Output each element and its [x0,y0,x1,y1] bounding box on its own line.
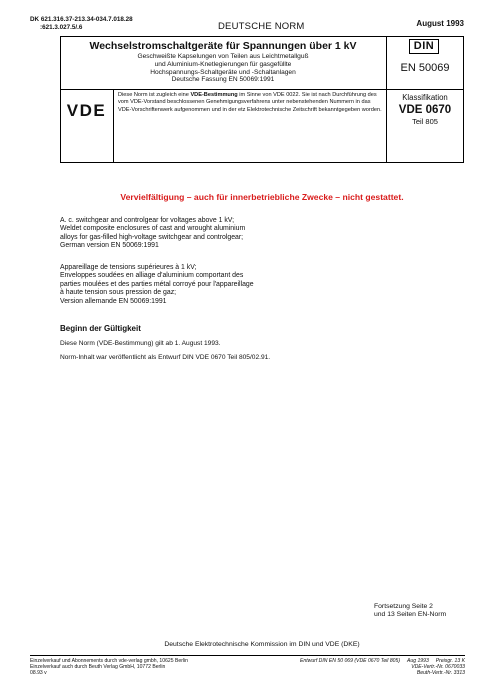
continuation-note [374,603,446,620]
vde-notice [118,92,383,114]
continuation-line-2: und 13 Seiten EN-Norm [374,611,447,619]
footer-sales-info [30,658,188,677]
english-line-1: A. c. switchgear and controlgear for voltages above 1 kV; [60,217,235,224]
english-line-2: Weldet composite enclosures of cast and wrought aluminium [60,225,246,233]
validity-heading: Beginn der Gültigkeit [60,324,141,333]
footer-date: Aug 1993 [406,658,429,664]
klassifikation-box [386,93,464,126]
header-divider-horizontal [61,89,463,90]
vde-notice-prefix: Diese Norm ist zugleich eine [118,92,191,98]
english-line-3: alloys for gas-filled high-voltage switchgear and controlgear; [60,233,244,241]
footer-left-line-2: Einzelverkauf auch durch Beuth Verlag GmbH, 10772 Berlin [30,664,166,671]
dk-line-1: DK 621.316.37-213.34-034.7.018.28 [30,16,133,23]
klassifikation-teil: Teil 805 [412,117,438,126]
validity-line-1: Diese Norm (VDE-Bestimmung) gilt ab 1. August 1993. [60,340,221,347]
french-line-5: Version allemande EN 50069:1991 [60,297,167,305]
norm-kind: DEUTSCHE NORM [218,21,305,32]
footer-left-line-3: 08.93 v [30,670,47,677]
document-title: Wechselstromschaltgeräte für Spannungen über 1 kV [89,40,357,52]
french-title-block [60,264,310,306]
commission-name: Deutsche Elektrotechnische Kommission im DIN und VDE (DKE) [164,641,360,648]
subtitle-line-1: Geschweißte Kapselungen von Teilen aus Leichtmetallguß [137,53,309,60]
english-line-4: German version EN 50069:1991 [60,242,159,250]
klassifikation-label: Klassifikation [402,93,448,102]
footer-order-info [300,658,465,677]
footer-left-line-1: Einzelverkauf und Abonnements durch vde-verlag gmbh, 10625 Berlin [30,658,189,664]
english-title-block [60,217,300,251]
footer-divider [30,655,465,656]
vde-logo-divider [113,89,114,162]
klassifikation-number: VDE 0670 [398,104,452,116]
dk-line-2: :621.3.027.5/.6 [40,24,83,31]
footer-draft-ref: Entwurf DIN EN 50 069 (VDE 0670 Teil 805) [300,658,401,664]
footer-vde-order-number: VDE-Vertr.-Nr. 0670033 [411,664,465,671]
vde-notice-bold: VDE-Bestimmung [190,92,238,98]
issue-date: August 1993 [416,19,464,28]
din-logo: DIN [409,39,439,54]
footer-price-group: Preisgr. 13 K [435,658,465,664]
subtitle-line-4: Deutsche Fassung EN 50069:1991 [171,76,275,84]
subtitle-line-2: und Aluminium-Knetlegierungen für gasgefüllte [154,60,292,68]
din-number: EN 50069 [400,62,450,74]
footer-beuth-order-number: Beuth-Vertr.-Nr. 3313 [416,670,465,677]
vde-notice-rest: im Sinne von VDE 0022. Sie ist nach Durchführung des vom VDE-Vorstand beschlossenen Genehmigungsverfahrens unter nebenstehenden Nummern in das VDE-Vorschriftenwerk aufgenommen und in der etz Elektrotechnische Zeitschrift bekanntgegeben worden. [118,92,382,113]
document-subtitle [60,53,386,84]
vde-logo: VDE [66,101,107,120]
validity-line-2: Norm-Inhalt war veröffentlicht als Entwurf DIN VDE 0670 Teil 805/02.91. [60,354,271,361]
dk-classification [30,16,133,32]
subtitle-line-3: Hochspannungs-Schaltgeräte und -Schaltanlagen [150,68,296,76]
continuation-line-1: Fortsetzung Seite 2 [374,603,433,610]
french-line-4: à haute tension sous pression de gaz; [60,289,177,297]
french-line-1: Appareillage de tensions supérieures à 1 kV; [60,264,197,271]
french-line-2: Enveloppes soudées en alliage d'aluminium comportant des [60,272,244,280]
french-line-3: parties moulées et des parties métal corroyé pour l'appareillage [60,280,254,288]
reproduction-notice: Vervielfältigung – auch für innerbetriebliche Zwecke – nicht gestattet. [120,192,404,202]
